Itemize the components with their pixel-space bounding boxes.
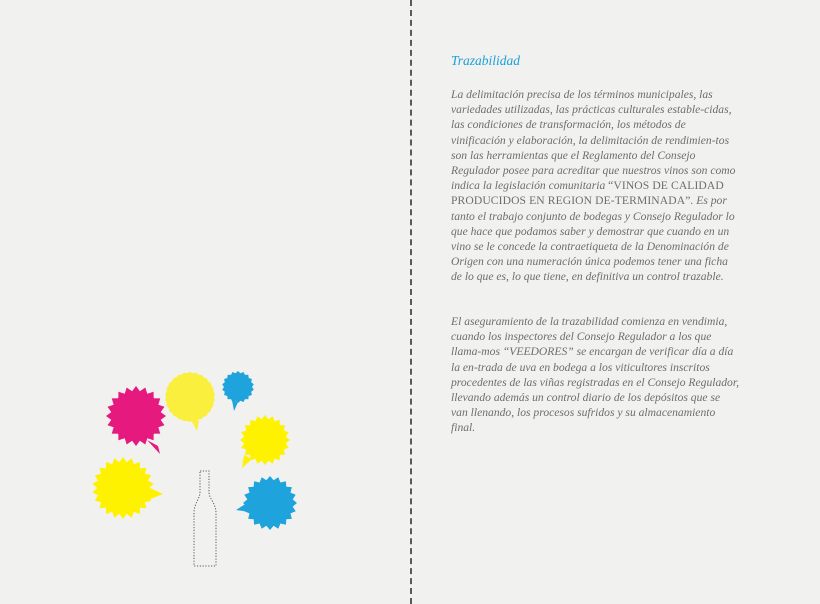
quoted-uppercase-term: “VINOS DE CALIDAD PRODUCIDOS EN REGION DE-TERMINADA” [451, 179, 724, 208]
body-text: La delimitación precisa de los términos municipales, las variedades utilizadas, las prácticas culturales estable-cidas, las condiciones de transformación, los métodos de vinificación y elaboración, la delimitación de rendimien-tos son las herramientas que el Reglamento del Consejo Regulador posee para acreditar que nuestros vinos son como indica la legislación comunitaria [451, 88, 736, 193]
right-page [412, 0, 820, 604]
body-text: . Es por tanto el trabajo conjunto de bodegas y Consejo Regulador lo que hace que podamos saber y demostrar que cuando en un vino se le concede la contraetiqueta de la Denominación de Origen con una numeración única podemos tener una ficha de lo que es, lo que tiene, en definitiva un control trazable. [451, 194, 735, 284]
cyan-starburst-speech-bubble [236, 476, 297, 530]
yellow-round-speech-bubble [165, 372, 215, 431]
small-cyan-speech-bubble [222, 371, 254, 411]
wine-bottle-outline [194, 471, 216, 566]
magenta-speech-bubble [106, 386, 166, 454]
section-title: Trazabilidad [451, 53, 521, 68]
yellow-starburst-speech-bubble [240, 415, 290, 468]
yellow-starburst-speech-bubble-left [92, 457, 163, 519]
body-paragraph-1 [451, 87, 739, 285]
body-paragraph-2: El aseguramiento de la trazabilidad comienza en vendimia, cuando los inspectores del Consejo Regulador a los que llama-mos “VEEDORES” se encargan de verificar día a día la en-trada de uva en bodega a los viticultores inscritos procedentes de las viñas registradas en el Consejo Regulador, llevando además un control diario de los depósitos que se van llenando, los procesos sufridos y su almacenamiento final. [451, 315, 739, 435]
